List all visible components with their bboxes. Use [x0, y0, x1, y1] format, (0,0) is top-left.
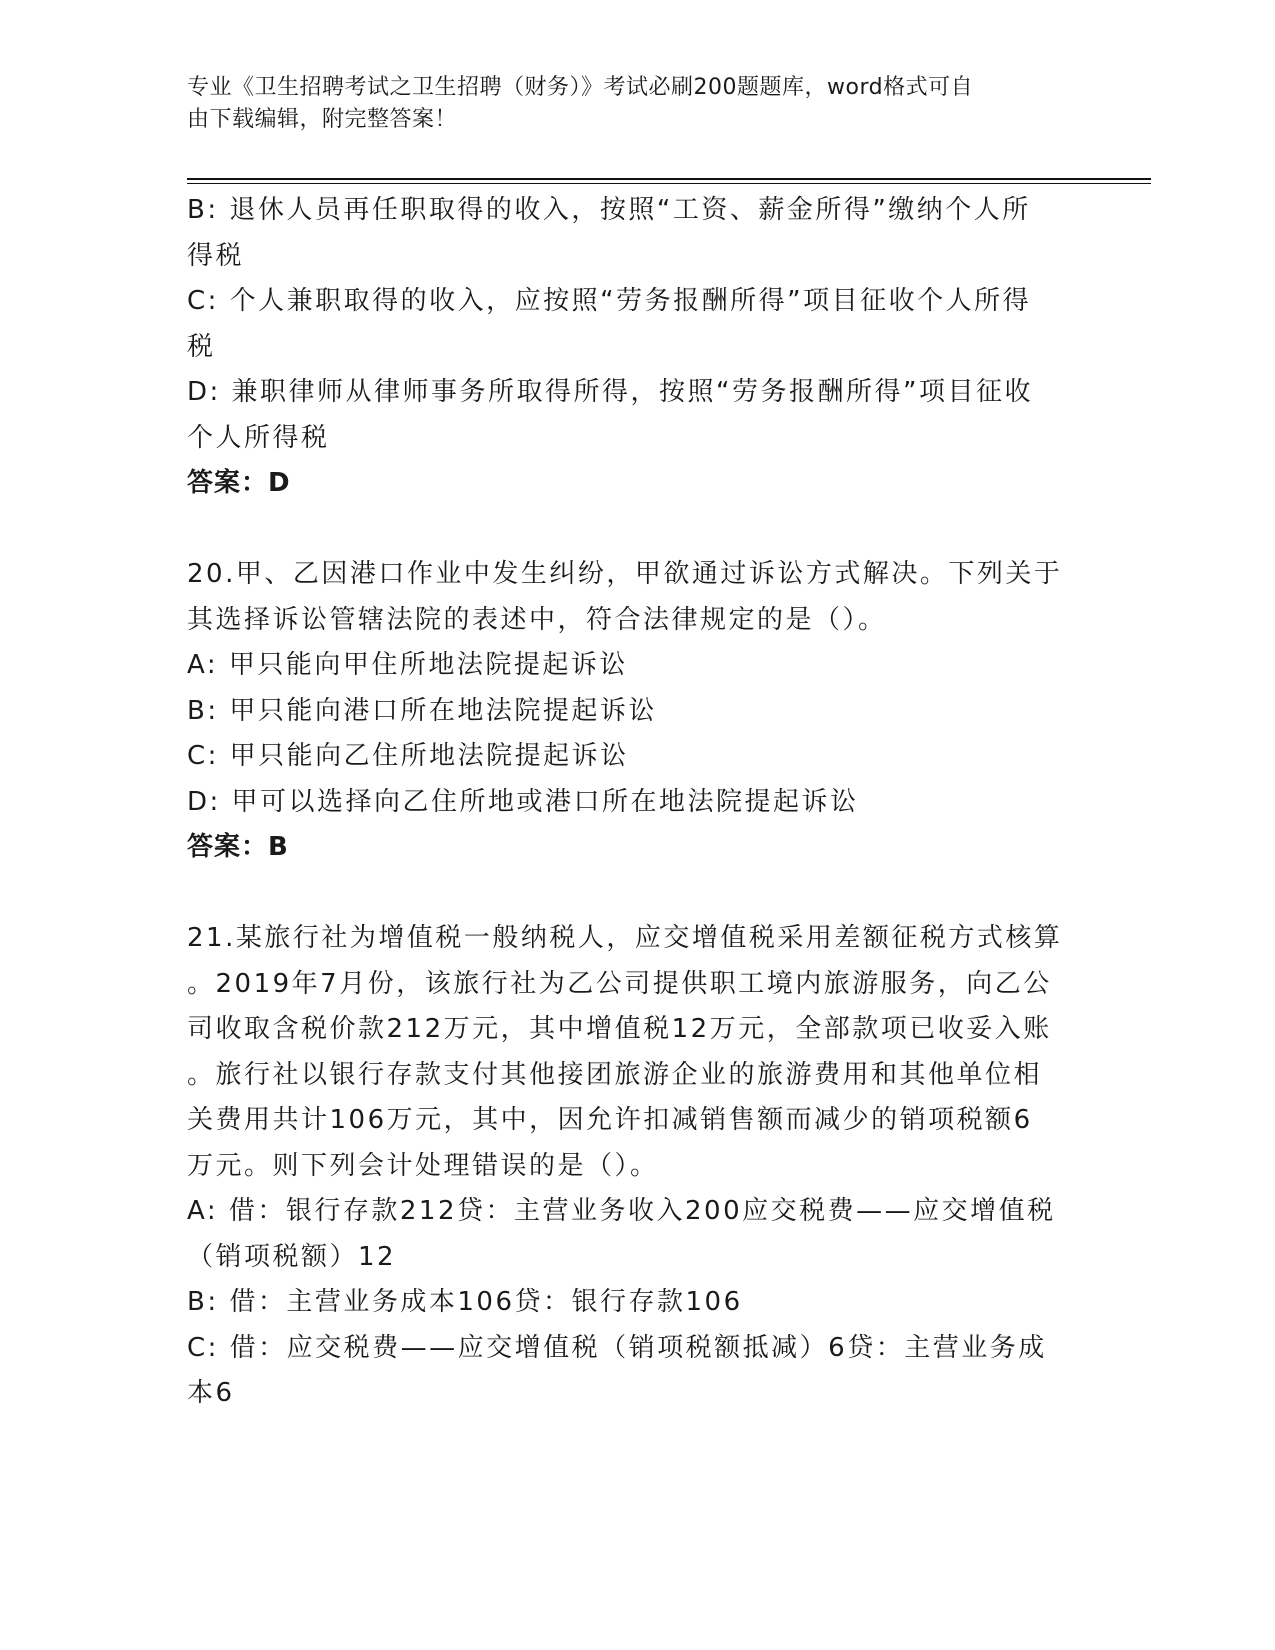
q19-option-d-line-2: 个人所得税 [187, 422, 330, 453]
q21-stem-line-1: 21.某旅行社为增值税一般纳税人，应交增值税采用差额征税方式核算 [187, 923, 1063, 953]
question-21 [187, 916, 1067, 1417]
question-19-options [187, 188, 1067, 507]
header-divider-thick [187, 178, 1151, 180]
spacer [187, 871, 1067, 917]
q19-option-d-line-1: D: 兼职律师从律师事务所取得所得，按照“劳务报酬所得”项目征收 [187, 377, 1033, 407]
header-divider-thin [187, 183, 1151, 184]
header-line-2: 由下载编辑，附完整答案！ [187, 107, 458, 132]
q21-option-a-line-2: （销项税额）12 [187, 1241, 397, 1272]
q19-answer: 答案：D [187, 468, 291, 498]
q19-option-b-line-2: 得税 [187, 240, 245, 271]
q19-option-b-line-1: B: 退休人员再任职取得的收入，按照“工资、薪金所得”缴纳个人所 [187, 195, 1031, 225]
document-body [187, 188, 1067, 1417]
q21-stem-line-6: 万元。则下列会计处理错误的是（）。 [187, 1150, 659, 1181]
q21-option-c-line-1: C: 借：应交税费——应交增值税（销项税额抵减）6贷：主营业务成 [187, 1332, 1047, 1363]
q20-stem-line-2: 其选择诉讼管辖法院的表述中，符合法律规定的是（）。 [187, 604, 887, 635]
q19-option-c-line-1: C: 个人兼职取得的收入，应按照“劳务报酬所得”项目征收个人所得 [187, 286, 1032, 316]
q21-option-b: B: 借：主营业务成本106贷：银行存款106 [187, 1287, 743, 1317]
q21-stem-line-5: 关费用共计106万元，其中，因允许扣减销售额而减少的销项税额6 [187, 1105, 1033, 1135]
q19-option-c-line-2: 税 [187, 331, 216, 362]
q20-option-b: B: 甲只能向港口所在地法院提起诉讼 [187, 695, 657, 726]
q21-stem-line-4: 。旅行社以银行存款支付其他接团旅游企业的旅游费用和其他单位相 [187, 1059, 1043, 1090]
q20-option-c: C: 甲只能向乙住所地法院提起诉讼 [187, 741, 629, 771]
document-header [187, 72, 1067, 136]
q21-option-c-line-2: 本6 [187, 1378, 235, 1408]
q21-option-a-line-1: A: 借：银行存款212贷：主营业务收入200应交税费——应交增值税 [187, 1196, 1056, 1226]
question-20 [187, 552, 1067, 871]
header-line-1: 专业《卫生招聘考试之卫生招聘（财务）》考试必刷200题题库，word格式可自 [187, 75, 974, 100]
q20-stem-line-1: 20.甲、乙因港口作业中发生纠纷，甲欲通过诉讼方式解决。下列关于 [187, 559, 1063, 589]
q20-option-d: D: 甲可以选择向乙住所地或港口所在地法院提起诉讼 [187, 786, 859, 817]
q20-option-a: A: 甲只能向甲住所地法院提起诉讼 [187, 650, 628, 680]
q21-stem-line-3: 司收取含税价款212万元，其中增值税12万元，全部款项已收妥入账 [187, 1014, 1052, 1044]
q20-answer: 答案：B [187, 832, 289, 862]
q21-stem-line-2: 。2019年7月份，该旅行社为乙公司提供职工境内旅游服务，向乙公 [187, 968, 1052, 999]
spacer [187, 507, 1067, 553]
